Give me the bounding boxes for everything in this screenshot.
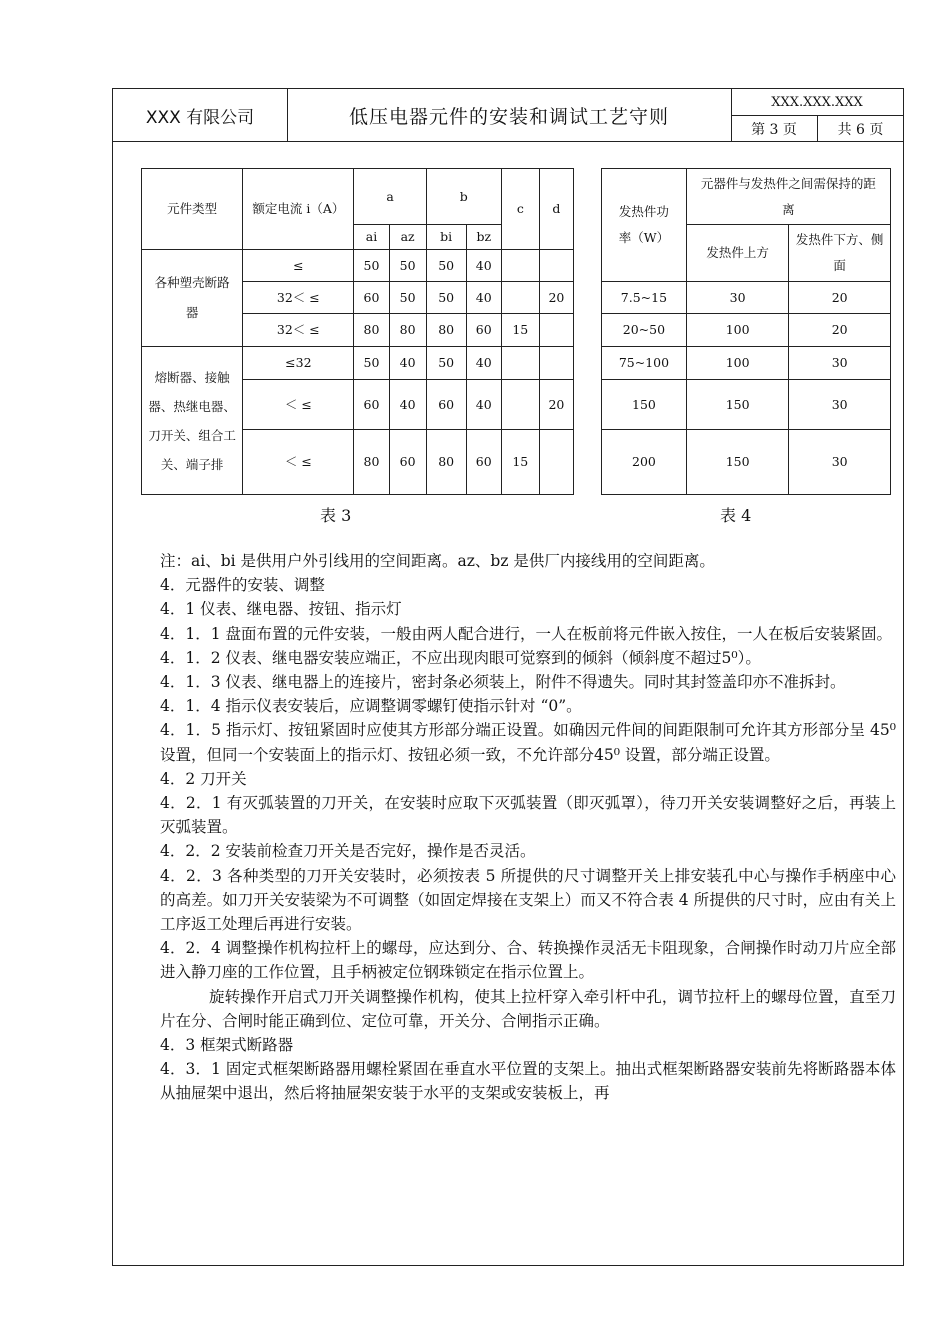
t4-cell: 30 — [789, 347, 891, 380]
t3-cell: 80 — [389, 314, 426, 347]
note-paragraph: 注：ai、bi 是供用户外引线用的空间距离。az、bz 是供厂内接线用的空间距离。 — [160, 552, 715, 570]
t3-cell: ≤32 — [243, 347, 354, 380]
subsection-heading: 4．3 框架式断路器 — [160, 1036, 294, 1055]
t3-group-label: 熔断器、接触器、热继电器、刀开关、组合工关、端子排 — [142, 347, 243, 495]
t3-cell: 60 — [426, 380, 466, 430]
table-4 — [601, 168, 891, 495]
t3-cell: 50 — [426, 282, 466, 314]
t3-cell: 32＜ ≤ — [243, 314, 354, 347]
paragraph: 4．1．5 指示灯、按钮紧固时应使其方形部分端正设置。如确因元件间的间距限制可允许其方形部分呈 45⁰ 设置，但同一个安装面上的指示灯、按钮必须一致，不允许部分45⁰ 设置，部分端正设置。 — [160, 721, 896, 764]
paragraph: 4．2．4 调整操作机构拉杆上的螺母，应达到分、合、转换操作灵活无卡阻现象，合闸操作时动刀片应全部进入静刀座的工作位置，且手柄被定位钢珠锁定在指示位置上。 — [160, 939, 896, 982]
t4-cell: 150 — [686, 380, 789, 430]
t3-cell: 40 — [466, 250, 501, 282]
t3-cell: 50 — [389, 250, 426, 282]
t3-cell: 15 — [501, 430, 539, 495]
t3-header-b: b — [426, 169, 501, 225]
t4-header-power: 发热件功率（W） — [602, 169, 687, 282]
table-4-caption: 表 4 — [720, 506, 752, 525]
t4-cell: 30 — [686, 282, 789, 314]
t3-header-current: 额定电流 i（A） — [243, 169, 354, 250]
paragraph: 4．2．2 安装前检查刀开关是否完好，操作是否灵活。 — [160, 842, 536, 861]
t3-cell — [539, 347, 573, 380]
t4-cell: 30 — [789, 430, 891, 495]
body-text — [160, 549, 896, 1106]
paragraph: 4．2．3 各种类型的刀开关安装时，必须按表 5 所提供的尺寸调整开关上排安装孔中心与操作手柄座中心的高差。如刀开关安装梁为不可调整（如固定焊接在支架上）而又不符合表 4 所提供的尺寸时，应由有关上工序返工处理后再进行安装。 — [160, 866, 896, 934]
t3-cell — [501, 250, 539, 282]
page-number: 第 3 页 — [731, 116, 818, 141]
t3-cell: 50 — [426, 347, 466, 380]
t3-header-az: az — [389, 225, 426, 250]
table-row — [602, 347, 891, 380]
t3-cell: 80 — [354, 314, 389, 347]
t3-header-bi: bi — [426, 225, 466, 250]
company-name: XXX 有限公司 — [113, 89, 288, 141]
t3-cell: 50 — [354, 250, 389, 282]
t3-cell: 20 — [539, 282, 573, 314]
t3-cell: 60 — [466, 430, 501, 495]
t3-cell — [501, 380, 539, 430]
t4-header-distance: 元器件与发热件之间需保持的距离 — [686, 169, 890, 225]
paragraph: 4．1．2 仪表、继电器安装应端正，不应出现肉眼可觉察到的倾斜（倾斜度不超过5⁰）。 — [160, 648, 761, 667]
t3-cell — [539, 314, 573, 347]
t3-cell: ≤ — [243, 250, 354, 282]
t4-cell: 150 — [602, 380, 687, 430]
t4-cell: 75~100 — [602, 347, 687, 380]
table-row — [602, 314, 891, 347]
t4-cell: 20 — [789, 314, 891, 347]
t3-cell: 40 — [389, 347, 426, 380]
t4-cell: 100 — [686, 347, 789, 380]
table-row — [602, 430, 891, 495]
t3-cell: 80 — [426, 314, 466, 347]
t3-cell: 40 — [466, 380, 501, 430]
t3-cell: 80 — [354, 430, 389, 495]
t4-header-below: 发热件下方、侧面 — [789, 225, 891, 282]
t3-group-label: 各种塑壳断路器 — [142, 250, 243, 347]
t3-cell: 60 — [389, 430, 426, 495]
paragraph: 4．1．4 指示仪表安装后，应调整调零螺钉使指示针对 “0”。 — [160, 697, 582, 716]
document-number: XXX.XXX.XXX — [731, 89, 903, 116]
t3-cell: 40 — [466, 282, 501, 314]
t3-header-type: 元件类型 — [142, 169, 243, 250]
t4-cell: 20~50 — [602, 314, 687, 347]
document-header — [112, 88, 904, 142]
t3-cell: 20 — [539, 380, 573, 430]
paragraph: 4．1．3 仪表、继电器上的连接片，密封条必须装上，附件不得遗失。同时其封签盖印亦不准拆封。 — [160, 673, 846, 692]
t3-header-d: d — [539, 169, 573, 250]
t3-cell: ＜ ≤ — [243, 380, 354, 430]
t3-cell: ＜ ≤ — [243, 430, 354, 495]
paragraph: 旋转操作开启式刀开关调整操作机构，使其上拉杆穿入牵引杆中孔，调节拉杆上的螺母位置，直至刀片在分、合闸时能正确到位、定位可靠，开关分、合闸指示正确。 — [160, 987, 896, 1030]
t3-cell: 60 — [466, 314, 501, 347]
table-3 — [141, 168, 574, 495]
table-row — [142, 250, 574, 282]
t4-cell: 7.5~15 — [602, 282, 687, 314]
paragraph: 4．3．1 固定式框架断路器用螺栓紧固在垂直水平位置的支架上。抽出式框架断路器安装前先将断路器本体从抽屉架中退出，然后将抽屉架安装于水平的支架或安装板上，再 — [160, 1060, 896, 1103]
document-title: 低压电器元件的安装和调试工艺守则 — [287, 89, 732, 141]
table-row — [142, 347, 574, 380]
total-pages: 共 6 页 — [837, 121, 884, 138]
t4-cell: 30 — [789, 380, 891, 430]
t3-cell: 15 — [501, 314, 539, 347]
t4-cell: 200 — [602, 430, 687, 495]
t3-cell: 50 — [389, 282, 426, 314]
t3-header-a: a — [354, 169, 426, 225]
subsection-heading: 4．1 仪表、继电器、按钮、指示灯 — [160, 600, 402, 619]
subsection-heading: 4．2 刀开关 — [160, 769, 247, 788]
paragraph: 4．2．1 有灭弧装置的刀开关，在安装时应取下灭弧装置（即灭弧罩），待刀开关安装调整好之后，再装上灭弧装置。 — [160, 794, 896, 837]
paragraph: 4．1．1 盘面布置的元件安装，一般由两人配合进行，一人在板前将元件嵌入按住，一人在板后安装紧固。 — [160, 624, 893, 643]
t3-cell: 50 — [354, 347, 389, 380]
t3-cell: 60 — [354, 282, 389, 314]
t3-header-ai: ai — [354, 225, 389, 250]
table-3-caption: 表 3 — [320, 506, 352, 525]
t3-cell: 32＜ ≤ — [243, 282, 354, 314]
t4-cell: 150 — [686, 430, 789, 495]
section-heading: 4．元器件的安装、调整 — [160, 576, 325, 595]
t4-cell: 20 — [789, 282, 891, 314]
t3-cell: 80 — [426, 430, 466, 495]
t3-header-bz: bz — [466, 225, 501, 250]
t3-cell: 40 — [466, 347, 501, 380]
t3-cell — [539, 430, 573, 495]
t3-cell: 40 — [389, 380, 426, 430]
t3-cell: 60 — [354, 380, 389, 430]
t3-cell — [501, 282, 539, 314]
table-row — [602, 282, 891, 314]
t3-cell — [501, 347, 539, 380]
t4-cell: 100 — [686, 314, 789, 347]
t3-header-c: c — [501, 169, 539, 250]
table-row — [602, 380, 891, 430]
t4-header-above: 发热件上方 — [686, 225, 789, 282]
t3-cell — [539, 250, 573, 282]
t3-cell: 50 — [426, 250, 466, 282]
